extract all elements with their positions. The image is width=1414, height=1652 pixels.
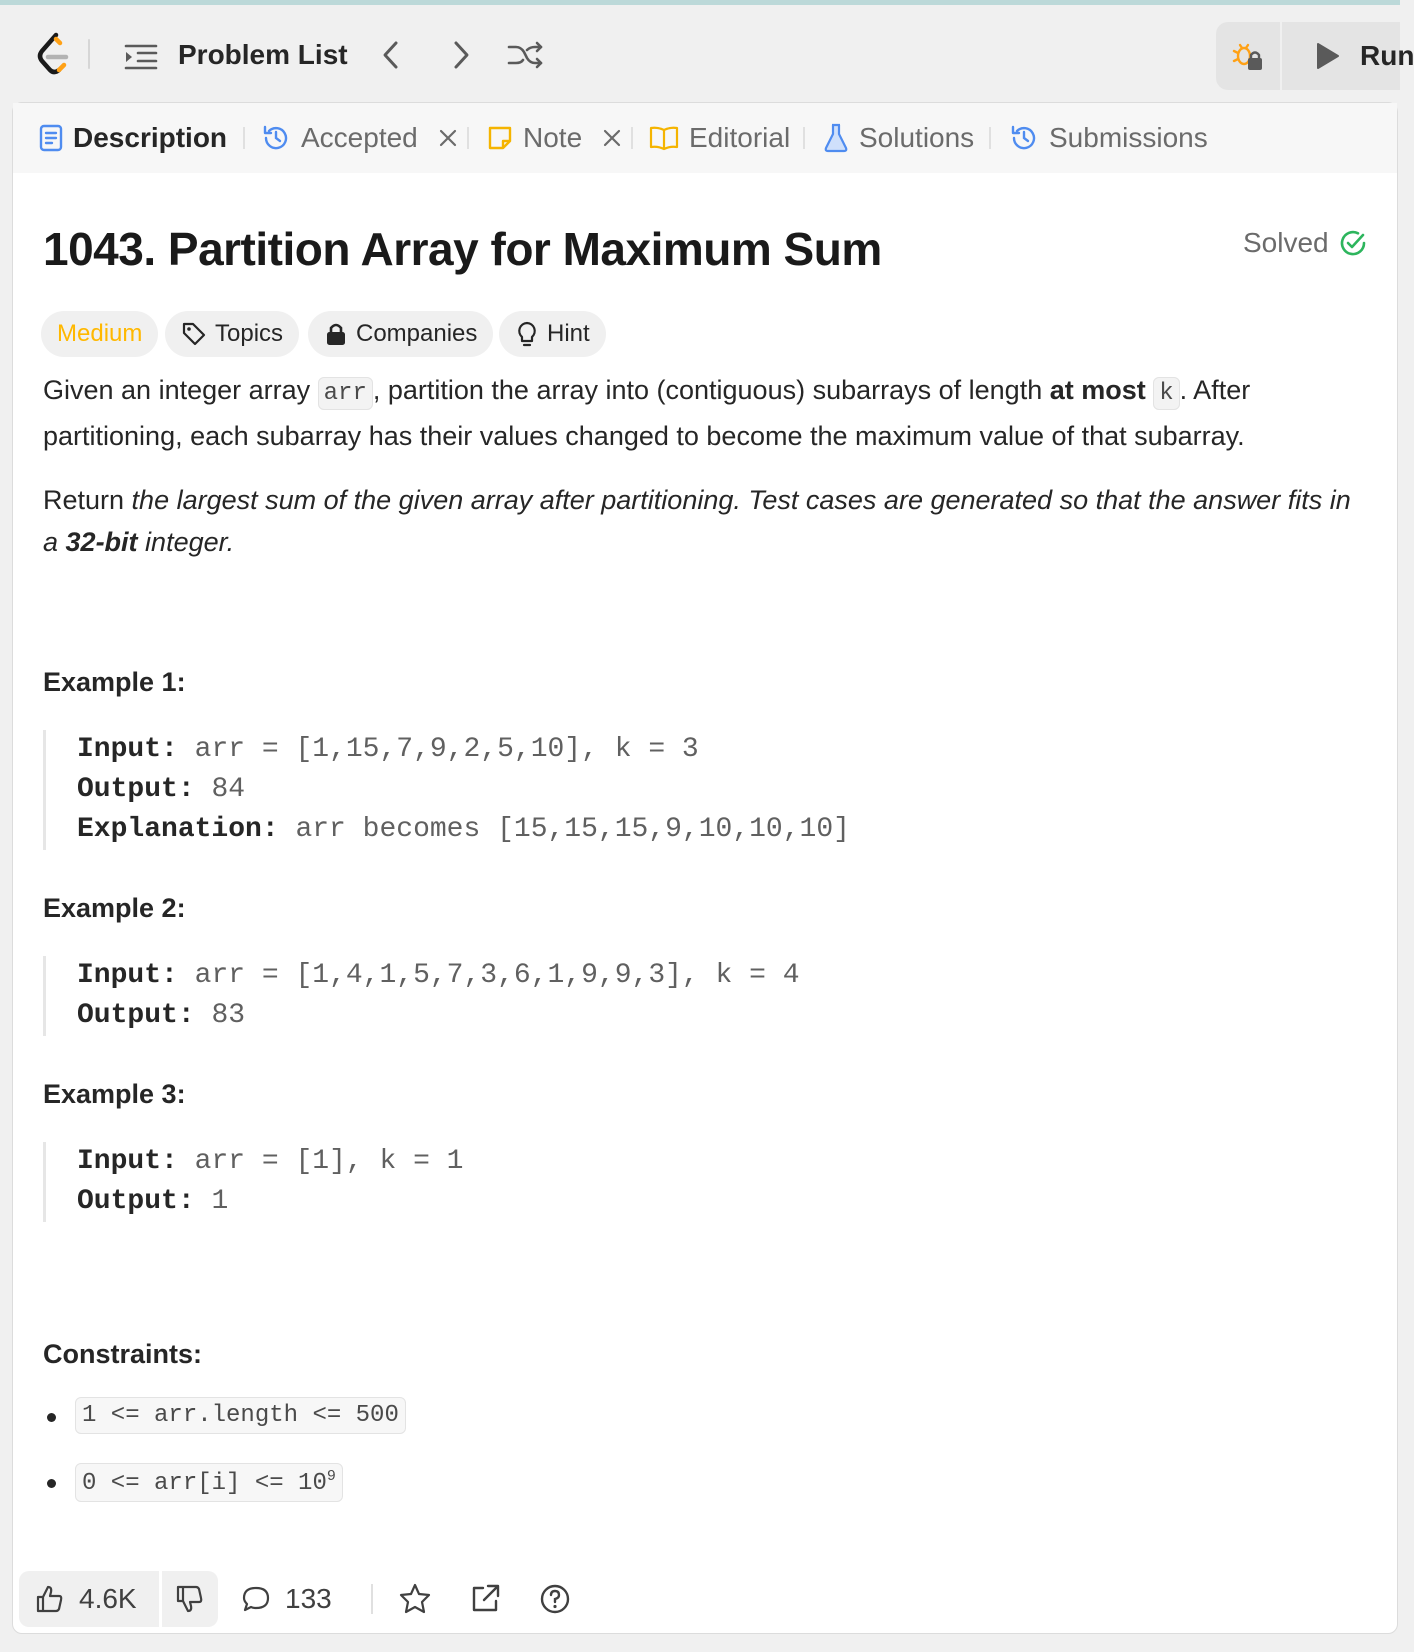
inline-code-arr: arr	[318, 377, 373, 410]
difficulty-badge	[41, 311, 158, 357]
locked-bug-icon	[1231, 39, 1265, 73]
input-label: Input:	[77, 960, 178, 991]
example-3-heading: Example 3:	[43, 1079, 186, 1109]
example-3-block	[43, 1142, 463, 1222]
solved-label: Solved	[1243, 227, 1329, 258]
constraint-text: 0 <= arr[i] <= 10	[82, 1470, 327, 1497]
close-icon[interactable]	[438, 128, 458, 148]
lightbulb-icon	[515, 320, 539, 348]
solved-status	[1243, 227, 1367, 259]
vote-group	[19, 1571, 218, 1627]
leetcode-logo-icon[interactable]	[32, 31, 72, 77]
like-count: 4.6K	[79, 1583, 137, 1614]
check-circle-icon	[1339, 229, 1367, 257]
companies-label: Companies	[356, 320, 478, 347]
history-icon	[261, 123, 291, 153]
output-value: 84	[211, 774, 246, 805]
close-icon[interactable]	[602, 128, 622, 148]
tab-solutions-label: Solutions	[859, 122, 975, 153]
explanation-label: Explanation:	[77, 814, 279, 845]
note-icon	[487, 125, 513, 151]
description-text: Given an integer array	[43, 375, 318, 405]
tab-editorial-label: Editorial	[689, 122, 791, 153]
constraint-item	[75, 1397, 406, 1434]
tab-divider	[631, 127, 633, 149]
output-label: Output:	[77, 1000, 195, 1031]
flask-icon	[823, 123, 849, 153]
description-text: . After partitioning, each subarray has their values changed to become the maximum value of that subarray.	[43, 375, 1251, 451]
description-text: Return	[43, 485, 132, 515]
tab-submissions[interactable]	[1009, 103, 1208, 173]
shuffle-icon[interactable]	[505, 35, 545, 75]
run-button-label: Run	[1360, 40, 1414, 71]
companies-button[interactable]	[308, 311, 493, 357]
book-icon	[649, 125, 679, 151]
footer-divider	[371, 1584, 373, 1614]
inline-code-k: k	[1153, 377, 1179, 410]
star-icon[interactable]	[397, 1581, 433, 1617]
example-2-block	[43, 956, 800, 1036]
constraint-item	[75, 1463, 343, 1502]
example-2-heading: Example 2:	[43, 893, 186, 923]
tag-icon	[181, 321, 207, 347]
next-problem-icon[interactable]	[440, 35, 480, 75]
constraint-text: 1 <= arr.length <= 500	[82, 1402, 399, 1429]
description-bold: at most	[1049, 375, 1146, 405]
description-bold: 32-bit	[65, 527, 138, 557]
list-bullet	[47, 1479, 56, 1488]
thumbs-down-icon	[175, 1584, 205, 1614]
navbar-divider	[88, 39, 90, 69]
list-bullet	[47, 1413, 56, 1422]
input-value: arr = [1,4,1,5,7,3,6,1,9,9,3], k = 4	[194, 960, 800, 991]
description-text: , partition the array into (contiguous) subarrays of length	[372, 375, 1050, 405]
problem-list-label[interactable]: Problem List	[178, 39, 348, 70]
output-value: 83	[211, 1000, 246, 1031]
help-icon[interactable]	[537, 1581, 573, 1617]
difficulty-label: Medium	[57, 320, 143, 347]
tab-divider	[243, 127, 245, 149]
tab-solutions[interactable]	[823, 103, 974, 173]
output-label: Output:	[77, 1186, 195, 1217]
tab-accepted[interactable]	[261, 103, 458, 173]
comment-icon	[241, 1584, 271, 1614]
like-button[interactable]	[19, 1571, 159, 1627]
comment-count: 133	[285, 1583, 332, 1614]
hint-button[interactable]	[499, 311, 606, 357]
top-navbar	[0, 5, 1414, 100]
document-icon	[39, 124, 63, 152]
description-italic: the largest sum of the given array after partitioning. Test cases are generated so that the answer fits in a	[43, 485, 1351, 557]
example-1-heading: Example 1:	[43, 667, 186, 697]
tab-note-label: Note	[523, 122, 583, 153]
tab-divider	[803, 127, 805, 149]
description-panel	[12, 102, 1398, 1634]
topics-label: Topics	[215, 320, 284, 347]
debug-button[interactable]	[1216, 22, 1280, 90]
problem-list-icon[interactable]	[124, 42, 158, 72]
problem-title: 1043. Partition Array for Maximum Sum	[43, 223, 882, 275]
tab-editorial[interactable]	[649, 103, 790, 173]
input-label: Input:	[77, 1146, 178, 1177]
panel-tabs	[13, 103, 1397, 173]
constraints-heading: Constraints:	[43, 1339, 203, 1369]
problem-description	[43, 369, 1363, 457]
history-icon	[1009, 123, 1039, 153]
hint-label: Hint	[547, 320, 590, 347]
tab-note[interactable]	[487, 103, 622, 173]
share-icon[interactable]	[467, 1581, 503, 1617]
constraint-exponent: 9	[326, 1468, 336, 1485]
description-italic: integer.	[137, 527, 235, 557]
explanation-value: arr becomes [15,15,15,9,10,10,10]	[295, 814, 850, 845]
tab-divider	[989, 127, 991, 149]
input-label: Input:	[77, 734, 178, 765]
output-label: Output:	[77, 774, 195, 805]
lock-icon	[324, 321, 348, 347]
tab-divider	[467, 127, 469, 149]
tab-accepted-label: Accepted	[301, 122, 418, 153]
tab-submissions-label: Submissions	[1049, 122, 1208, 153]
comments-button[interactable]	[241, 1571, 332, 1627]
thumbs-up-icon	[35, 1584, 65, 1614]
problem-return-statement	[43, 479, 1363, 563]
prev-problem-icon[interactable]	[372, 35, 412, 75]
topics-button[interactable]	[165, 311, 299, 357]
play-icon	[1312, 41, 1342, 71]
dislike-button[interactable]	[162, 1571, 218, 1627]
input-value: arr = [1], k = 1	[194, 1146, 464, 1177]
input-value: arr = [1,15,7,9,2,5,10], k = 3	[194, 734, 699, 765]
example-1-block	[43, 730, 850, 850]
tab-description-label: Description	[73, 122, 228, 153]
output-value: 1	[211, 1186, 229, 1217]
tab-description[interactable]	[39, 103, 227, 173]
